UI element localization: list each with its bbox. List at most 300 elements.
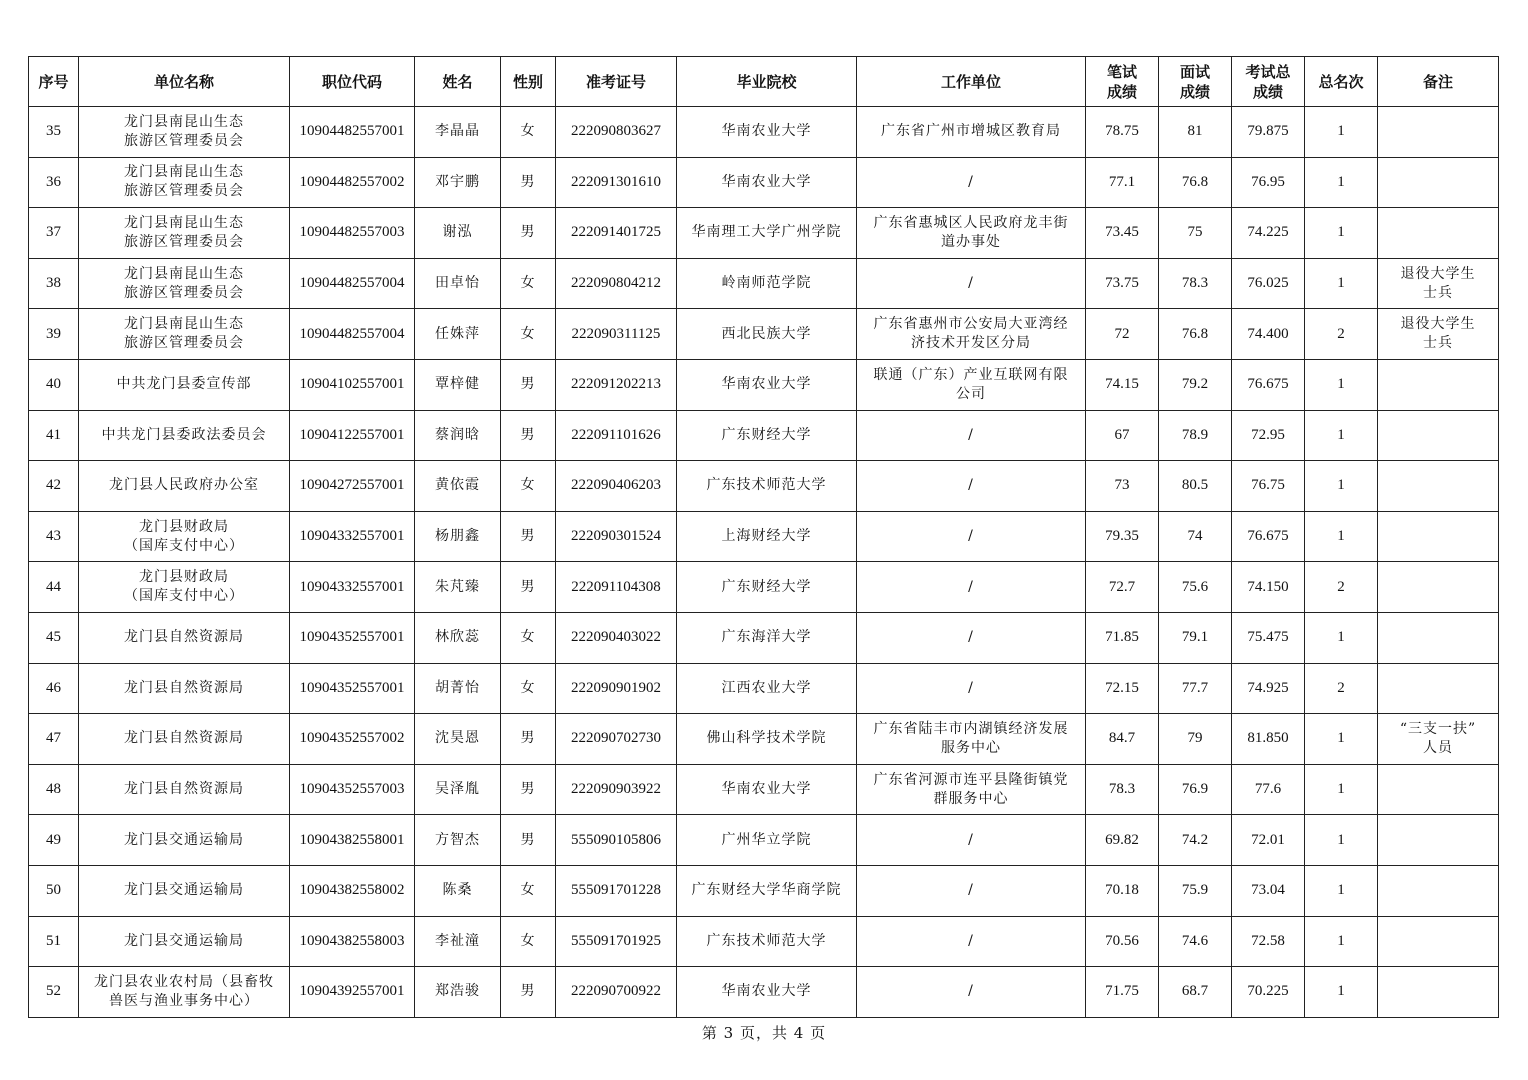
cell-written: 73.75	[1086, 258, 1159, 309]
cell-name: 郑浩骏	[415, 967, 501, 1018]
table-row	[29, 865, 1499, 916]
cell-rank: 2	[1305, 309, 1378, 360]
cell-unit	[79, 157, 290, 208]
cell-unit-line: 中共龙门县委宣传部	[116, 376, 252, 393]
cell-note	[1378, 815, 1499, 866]
cell-rank: 1	[1305, 865, 1378, 916]
table-row	[29, 258, 1499, 309]
cell-seq: 52	[29, 967, 79, 1018]
cell-exam-no: 222090406203	[556, 461, 677, 512]
cell-post-code: 10904482557004	[290, 258, 415, 309]
cell-unit-line: 龙门县自然资源局	[124, 781, 244, 798]
cell-name: 陈桑	[415, 865, 501, 916]
cell-total: 81.850	[1232, 714, 1305, 765]
cell-work	[857, 309, 1086, 360]
cell-written: 69.82	[1086, 815, 1159, 866]
table-header	[29, 57, 1499, 107]
cell-unit-line: 龙门县财政局	[139, 569, 229, 586]
cell-note	[1378, 208, 1499, 259]
cell-note	[1378, 764, 1499, 815]
cell-name: 胡菁怡	[415, 663, 501, 714]
header-interview-line-2: 成绩	[1179, 82, 1210, 101]
cell-unit-line: 龙门县南昆山生态	[124, 164, 244, 181]
cell-unit	[79, 967, 290, 1018]
cell-post-code: 10904382558003	[290, 916, 415, 967]
cell-seq: 36	[29, 157, 79, 208]
cell-exam-no: 222090903922	[556, 764, 677, 815]
cell-work-line: 广东省河源市连平县隆街镇党	[873, 771, 1069, 788]
cell-unit-line: 旅游区管理委员会	[124, 233, 244, 250]
cell-unit-line: 龙门县自然资源局	[124, 730, 244, 747]
header-written	[1086, 57, 1159, 107]
cell-interview: 79	[1159, 714, 1232, 765]
table-row	[29, 511, 1499, 562]
cell-unit	[79, 612, 290, 663]
cell-name: 覃梓健	[415, 359, 501, 410]
cell-school: 广东技术师范大学	[677, 916, 857, 967]
cell-gender: 男	[501, 967, 556, 1018]
cell-unit-line: 旅游区管理委员会	[124, 335, 244, 352]
header-gender: 性别	[501, 57, 556, 107]
cell-seq: 43	[29, 511, 79, 562]
cell-name: 黄依霞	[415, 461, 501, 512]
cell-name: 蔡润晗	[415, 410, 501, 461]
cell-note	[1378, 663, 1499, 714]
table-row	[29, 410, 1499, 461]
cell-total: 74.925	[1232, 663, 1305, 714]
cell-post-code: 10904392557001	[290, 967, 415, 1018]
cell-unit-line: 龙门县自然资源局	[124, 629, 244, 646]
cell-post-code: 10904102557001	[290, 359, 415, 410]
cell-seq: 42	[29, 461, 79, 512]
cell-gender: 男	[501, 815, 556, 866]
cell-seq: 37	[29, 208, 79, 259]
cell-written: 71.85	[1086, 612, 1159, 663]
cell-school: 华南农业大学	[677, 157, 857, 208]
cell-note	[1378, 107, 1499, 158]
cell-exam-no: 222090702730	[556, 714, 677, 765]
cell-unit-line: 旅游区管理委员会	[124, 284, 244, 301]
cell-work	[857, 967, 1086, 1018]
cell-work-line: 广东省惠州市公安局大亚湾经	[873, 316, 1069, 333]
cell-exam-no: 222090403022	[556, 612, 677, 663]
cell-work	[857, 359, 1086, 410]
cell-total: 74.150	[1232, 562, 1305, 613]
cell-seq: 48	[29, 764, 79, 815]
cell-exam-no: 222090301524	[556, 511, 677, 562]
cell-seq: 35	[29, 107, 79, 158]
cell-post-code: 10904332557001	[290, 511, 415, 562]
cell-school: 广东财经大学	[677, 410, 857, 461]
cell-unit	[79, 916, 290, 967]
cell-post-code: 10904382558001	[290, 815, 415, 866]
cell-seq: 45	[29, 612, 79, 663]
cell-work-line: 广东省惠城区人民政府龙丰街	[873, 214, 1069, 231]
cell-interview: 79.2	[1159, 359, 1232, 410]
cell-exam-no: 222091101626	[556, 410, 677, 461]
cell-exam-no: 222091202213	[556, 359, 677, 410]
cell-unit-line: 旅游区管理委员会	[124, 183, 244, 200]
cell-post-code: 10904482557001	[290, 107, 415, 158]
cell-work-line: 服务中心	[941, 739, 1001, 756]
cell-unit	[79, 562, 290, 613]
cell-exam-no: 222090803627	[556, 107, 677, 158]
cell-written: 73	[1086, 461, 1159, 512]
cell-interview: 75.9	[1159, 865, 1232, 916]
table-row	[29, 359, 1499, 410]
cell-note	[1378, 157, 1499, 208]
cell-note	[1378, 359, 1499, 410]
cell-school: 岭南师范学院	[677, 258, 857, 309]
cell-name: 林欣蕊	[415, 612, 501, 663]
cell-exam-no: 555090105806	[556, 815, 677, 866]
cell-written: 77.1	[1086, 157, 1159, 208]
header-interview-line-1: 面试	[1179, 62, 1210, 81]
cell-unit-line: （国库支付中心）	[124, 537, 244, 554]
cell-work-line: /	[968, 528, 974, 545]
cell-gender: 女	[501, 107, 556, 158]
cell-unit-line: 龙门县人民政府办公室	[109, 477, 259, 494]
cell-exam-no: 222091301610	[556, 157, 677, 208]
cell-work	[857, 865, 1086, 916]
cell-unit-line: 中共龙门县委政法委员会	[101, 426, 267, 443]
cell-name: 谢泓	[415, 208, 501, 259]
cell-note-line: 退役大学生	[1400, 265, 1476, 282]
cell-rank: 1	[1305, 410, 1378, 461]
header-name: 姓名	[415, 57, 501, 107]
cell-work	[857, 562, 1086, 613]
cell-interview: 68.7	[1159, 967, 1232, 1018]
cell-written: 72.15	[1086, 663, 1159, 714]
cell-written: 84.7	[1086, 714, 1159, 765]
cell-note	[1378, 461, 1499, 512]
cell-total: 77.6	[1232, 764, 1305, 815]
cell-interview: 76.8	[1159, 157, 1232, 208]
cell-rank: 1	[1305, 764, 1378, 815]
cell-name: 沈昊恩	[415, 714, 501, 765]
cell-interview: 74	[1159, 511, 1232, 562]
cell-note	[1378, 714, 1499, 765]
cell-written: 70.18	[1086, 865, 1159, 916]
cell-note-line: “三支一扶”	[1399, 720, 1477, 737]
table-row	[29, 461, 1499, 512]
cell-work-line: /	[968, 578, 974, 595]
table-row	[29, 562, 1499, 613]
cell-note-line: 人员	[1423, 739, 1453, 756]
cell-school: 佛山科学技术学院	[677, 714, 857, 765]
header-written-line-2: 成绩	[1106, 82, 1137, 101]
cell-work-line: /	[968, 932, 974, 949]
cell-seq: 38	[29, 258, 79, 309]
table-row	[29, 764, 1499, 815]
cell-note-line: 士兵	[1423, 284, 1453, 301]
cell-interview: 75	[1159, 208, 1232, 259]
cell-gender: 女	[501, 663, 556, 714]
cell-interview: 76.9	[1159, 764, 1232, 815]
cell-unit-line: 龙门县自然资源局	[124, 679, 244, 696]
cell-total: 79.875	[1232, 107, 1305, 158]
cell-exam-no: 222090804212	[556, 258, 677, 309]
cell-total: 76.025	[1232, 258, 1305, 309]
cell-interview: 81	[1159, 107, 1232, 158]
header-work: 工作单位	[857, 57, 1086, 107]
cell-name: 李祉潼	[415, 916, 501, 967]
cell-unit-line: 龙门县交通运输局	[124, 882, 244, 899]
cell-work-line: /	[968, 426, 974, 443]
cell-school: 广东技术师范大学	[677, 461, 857, 512]
cell-unit	[79, 410, 290, 461]
cell-unit-line: 龙门县财政局	[139, 518, 229, 535]
cell-written: 74.15	[1086, 359, 1159, 410]
cell-written: 71.75	[1086, 967, 1159, 1018]
cell-school: 江西农业大学	[677, 663, 857, 714]
cell-written: 73.45	[1086, 208, 1159, 259]
cell-name: 杨朋鑫	[415, 511, 501, 562]
cell-unit-line: 兽医与渔业事务中心）	[109, 992, 259, 1009]
table-row	[29, 157, 1499, 208]
cell-name: 朱芃臻	[415, 562, 501, 613]
cell-work	[857, 461, 1086, 512]
cell-gender: 女	[501, 865, 556, 916]
cell-gender: 男	[501, 562, 556, 613]
cell-interview: 79.1	[1159, 612, 1232, 663]
cell-interview: 76.8	[1159, 309, 1232, 360]
cell-seq: 39	[29, 309, 79, 360]
cell-rank: 2	[1305, 663, 1378, 714]
cell-interview: 74.2	[1159, 815, 1232, 866]
cell-unit	[79, 764, 290, 815]
table-row	[29, 815, 1499, 866]
cell-total: 76.675	[1232, 359, 1305, 410]
cell-total: 70.225	[1232, 967, 1305, 1018]
cell-note	[1378, 410, 1499, 461]
cell-unit	[79, 714, 290, 765]
cell-exam-no: 222090311125	[556, 309, 677, 360]
cell-rank: 1	[1305, 511, 1378, 562]
cell-gender: 男	[501, 511, 556, 562]
cell-unit-line: 龙门县交通运输局	[124, 831, 244, 848]
cell-unit	[79, 461, 290, 512]
cell-name: 邓宇鹏	[415, 157, 501, 208]
header-note: 备注	[1378, 57, 1499, 107]
cell-post-code: 10904352557001	[290, 612, 415, 663]
cell-note	[1378, 309, 1499, 360]
cell-work	[857, 916, 1086, 967]
cell-work-line: 公司	[956, 385, 986, 402]
cell-note-line: 士兵	[1423, 335, 1453, 352]
cell-note-line: 退役大学生	[1400, 316, 1476, 333]
cell-work	[857, 410, 1086, 461]
cell-work-line: 广东省陆丰市内湖镇经济发展	[873, 720, 1069, 737]
cell-unit	[79, 865, 290, 916]
cell-exam-no: 555091701925	[556, 916, 677, 967]
cell-gender: 男	[501, 764, 556, 815]
cell-work	[857, 208, 1086, 259]
cell-written: 78.3	[1086, 764, 1159, 815]
cell-unit-line: 旅游区管理委员会	[124, 132, 244, 149]
cell-gender: 女	[501, 309, 556, 360]
cell-school: 华南农业大学	[677, 764, 857, 815]
cell-unit-line: 龙门县南昆山生态	[124, 214, 244, 231]
cell-school: 西北民族大学	[677, 309, 857, 360]
cell-work	[857, 764, 1086, 815]
cell-rank: 1	[1305, 107, 1378, 158]
cell-work	[857, 107, 1086, 158]
cell-rank: 1	[1305, 714, 1378, 765]
cell-work	[857, 157, 1086, 208]
cell-work-line: /	[968, 679, 974, 696]
cell-note	[1378, 258, 1499, 309]
table-row	[29, 714, 1499, 765]
table-row	[29, 916, 1499, 967]
header-seq: 序号	[29, 57, 79, 107]
cell-work-line: /	[968, 629, 974, 646]
table-row	[29, 612, 1499, 663]
cell-post-code: 10904482557004	[290, 309, 415, 360]
cell-gender: 女	[501, 258, 556, 309]
header-total-line-1: 考试总	[1245, 62, 1291, 81]
cell-school: 华南理工大学广州学院	[677, 208, 857, 259]
cell-post-code: 10904272557001	[290, 461, 415, 512]
table-row	[29, 663, 1499, 714]
cell-school: 广东海洋大学	[677, 612, 857, 663]
cell-gender: 男	[501, 359, 556, 410]
cell-name: 李晶晶	[415, 107, 501, 158]
cell-post-code: 10904482557002	[290, 157, 415, 208]
cell-work-line: 联通（广东）产业互联网有限	[873, 366, 1069, 383]
cell-rank: 1	[1305, 967, 1378, 1018]
cell-unit-line: 龙门县南昆山生态	[124, 113, 244, 130]
table-row	[29, 107, 1499, 158]
cell-interview: 80.5	[1159, 461, 1232, 512]
table-row	[29, 967, 1499, 1018]
cell-work-line: 群服务中心	[933, 790, 1009, 807]
cell-rank: 1	[1305, 461, 1378, 512]
cell-interview: 75.6	[1159, 562, 1232, 613]
cell-unit	[79, 359, 290, 410]
cell-written: 72.7	[1086, 562, 1159, 613]
header-rank: 总名次	[1305, 57, 1378, 107]
cell-rank: 2	[1305, 562, 1378, 613]
cell-rank: 1	[1305, 157, 1378, 208]
cell-total: 72.95	[1232, 410, 1305, 461]
cell-interview: 77.7	[1159, 663, 1232, 714]
cell-unit	[79, 208, 290, 259]
cell-work	[857, 258, 1086, 309]
cell-unit-line: 龙门县农业农村局（县畜牧	[94, 973, 274, 990]
cell-gender: 男	[501, 714, 556, 765]
cell-work	[857, 511, 1086, 562]
cell-school: 广东财经大学华商学院	[677, 865, 857, 916]
cell-rank: 1	[1305, 916, 1378, 967]
header-interview	[1159, 57, 1232, 107]
cell-interview: 78.3	[1159, 258, 1232, 309]
cell-work-line: /	[968, 882, 974, 899]
cell-written: 79.35	[1086, 511, 1159, 562]
cell-note	[1378, 511, 1499, 562]
cell-post-code: 10904382558002	[290, 865, 415, 916]
cell-gender: 女	[501, 461, 556, 512]
cell-post-code: 10904122557001	[290, 410, 415, 461]
table-row	[29, 208, 1499, 259]
cell-work	[857, 612, 1086, 663]
cell-school: 华南农业大学	[677, 359, 857, 410]
cell-unit-line: 龙门县南昆山生态	[124, 316, 244, 333]
cell-seq: 50	[29, 865, 79, 916]
cell-unit	[79, 511, 290, 562]
cell-name: 方智杰	[415, 815, 501, 866]
cell-unit-line: （国库支付中心）	[124, 588, 244, 605]
cell-unit	[79, 107, 290, 158]
cell-post-code: 10904482557003	[290, 208, 415, 259]
cell-name: 任姝萍	[415, 309, 501, 360]
cell-work-line: 广东省广州市增城区教育局	[881, 123, 1061, 140]
cell-post-code: 10904352557001	[290, 663, 415, 714]
table-body	[29, 107, 1499, 1018]
cell-school: 华南农业大学	[677, 967, 857, 1018]
header-written-line-1: 笔试	[1106, 62, 1137, 81]
cell-exam-no: 222091104308	[556, 562, 677, 613]
cell-written: 78.75	[1086, 107, 1159, 158]
cell-seq: 51	[29, 916, 79, 967]
cell-rank: 1	[1305, 258, 1378, 309]
header-total-line-2: 成绩	[1252, 82, 1283, 101]
cell-unit	[79, 663, 290, 714]
cell-total: 72.58	[1232, 916, 1305, 967]
cell-gender: 女	[501, 916, 556, 967]
cell-school: 上海财经大学	[677, 511, 857, 562]
cell-exam-no: 222090901902	[556, 663, 677, 714]
cell-note	[1378, 865, 1499, 916]
cell-work-line: /	[968, 275, 974, 292]
cell-post-code: 10904352557003	[290, 764, 415, 815]
cell-work-line: 道办事处	[941, 233, 1001, 250]
cell-work	[857, 663, 1086, 714]
cell-work-line: /	[968, 831, 974, 848]
page-footer: 第 3 页，共 4 页	[701, 1024, 827, 1042]
cell-seq: 46	[29, 663, 79, 714]
cell-work-line: /	[968, 173, 974, 190]
cell-name: 吴泽胤	[415, 764, 501, 815]
cell-seq: 49	[29, 815, 79, 866]
header-unit: 单位名称	[79, 57, 290, 107]
cell-exam-no: 222090700922	[556, 967, 677, 1018]
header-row	[29, 57, 1499, 107]
cell-work-line: /	[968, 983, 974, 1000]
cell-interview: 78.9	[1159, 410, 1232, 461]
cell-unit	[79, 309, 290, 360]
cell-note	[1378, 562, 1499, 613]
cell-total: 76.95	[1232, 157, 1305, 208]
cell-rank: 1	[1305, 359, 1378, 410]
cell-total: 73.04	[1232, 865, 1305, 916]
cell-note	[1378, 612, 1499, 663]
cell-unit	[79, 258, 290, 309]
header-school: 毕业院校	[677, 57, 857, 107]
cell-total: 74.225	[1232, 208, 1305, 259]
header-post-code: 职位代码	[290, 57, 415, 107]
cell-rank: 1	[1305, 815, 1378, 866]
cell-total: 72.01	[1232, 815, 1305, 866]
cell-gender: 男	[501, 208, 556, 259]
cell-note	[1378, 967, 1499, 1018]
cell-seq: 41	[29, 410, 79, 461]
cell-total: 76.75	[1232, 461, 1305, 512]
cell-written: 70.56	[1086, 916, 1159, 967]
cell-work-line: 济技术开发区分局	[911, 335, 1031, 352]
cell-work-line: /	[968, 477, 974, 494]
cell-rank: 1	[1305, 612, 1378, 663]
